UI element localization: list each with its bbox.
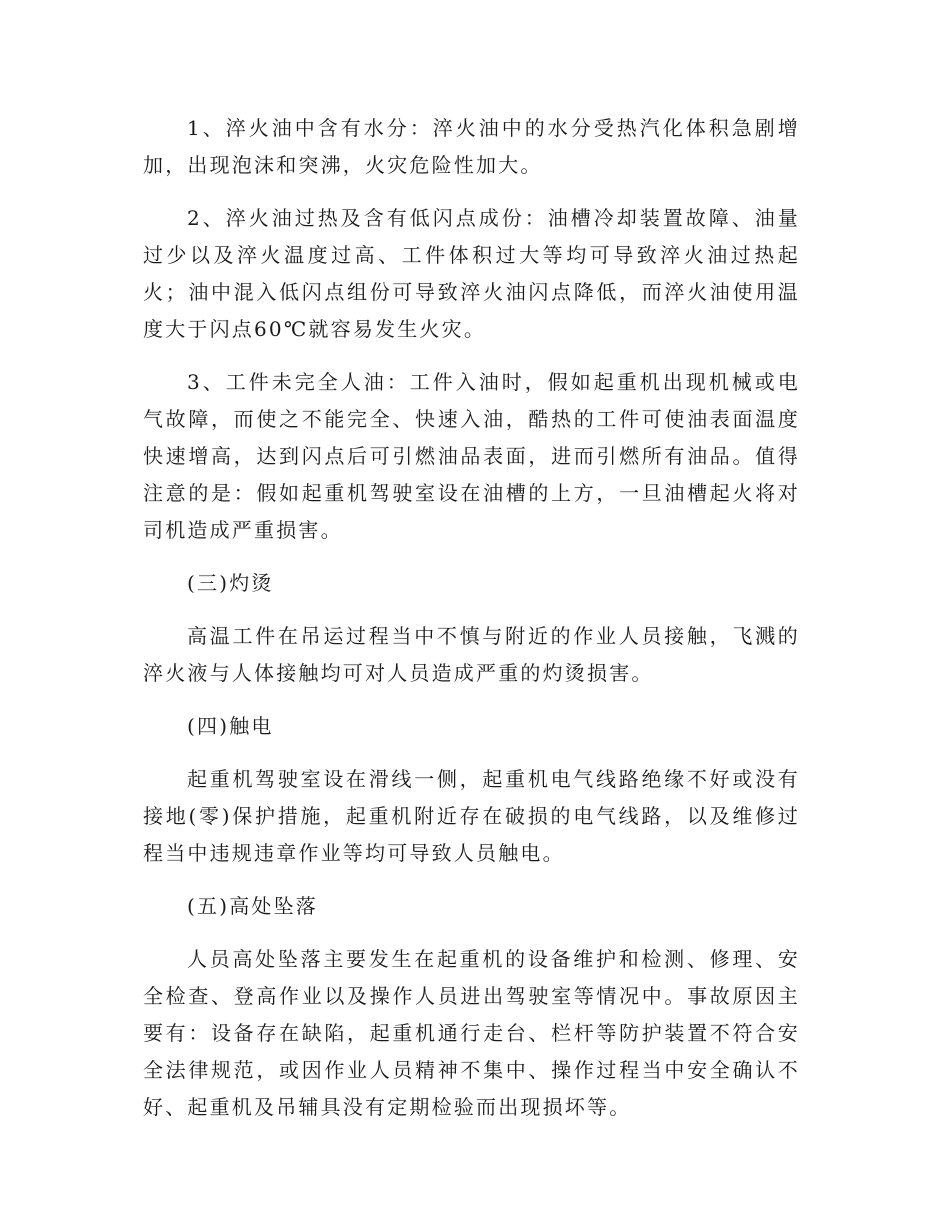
paragraph-fall-from-height: 人员高处坠落主要发生在起重机的设备维护和检测、修理、安全检查、登高作业以及操作人员进出驾驶室等情况中。事故原因主要有：设备存在缺陷，起重机通行走台、栏杆等防护装置不符合安全法律规范，或因作业人员精神不集中、操作过程当中安全确认不好、起重机及吊辅具没有定期检验而出现损坏等。 <box>143 947 800 1119</box>
paragraph-quench-oil-overheat: 2、淬火油过热及含有低闪点成份：油槽冷却装置故障、油量过少以及淬火温度过高、工件体积过大等均可导致淬火油过热起火；油中混入低闪点组份可导致淬火油闪点降低，而淬火油使用温度大于闪点60℃就容易发生火灾。 <box>143 206 800 341</box>
paragraph-burns: 高温工件在吊运过程当中不慎与附近的作业人员接触，飞溅的淬火液与人体接触均可对人员造成严重的灼烫损害。 <box>143 624 800 685</box>
paragraph-quench-oil-water: 1、淬火油中含有水分：淬火油中的水分受热汽化体积急剧增加，出现泡沫和突沸，火灾危险性加大。 <box>143 116 800 177</box>
paragraph-electric-shock: 起重机驾驶室设在滑线一侧，起重机电气线路绝缘不好或没有接地(零)保护措施，起重机附近存在破损的电气线路，以及维修过程当中违规违章作业等均可导致人员触电。 <box>143 767 800 865</box>
section-heading-fall-from-height: (五)高处坠落 <box>187 894 319 918</box>
paragraph-workpiece-not-submerged: 3、工件未完全人油：工件入油时，假如起重机出现机械或电气故障，而使之不能完全、快速入油，酷热的工件可使油表面温度快速增高，达到闪点后可引燃油品表面，进而引燃所有油品。值得注意的是：假如起重机驾驶室设在油槽的上方，一旦油槽起火将对司机造成严重损害。 <box>143 370 800 542</box>
section-heading-burns: (三)灼烫 <box>187 571 274 595</box>
section-heading-electric-shock: (四)触电 <box>187 714 274 738</box>
